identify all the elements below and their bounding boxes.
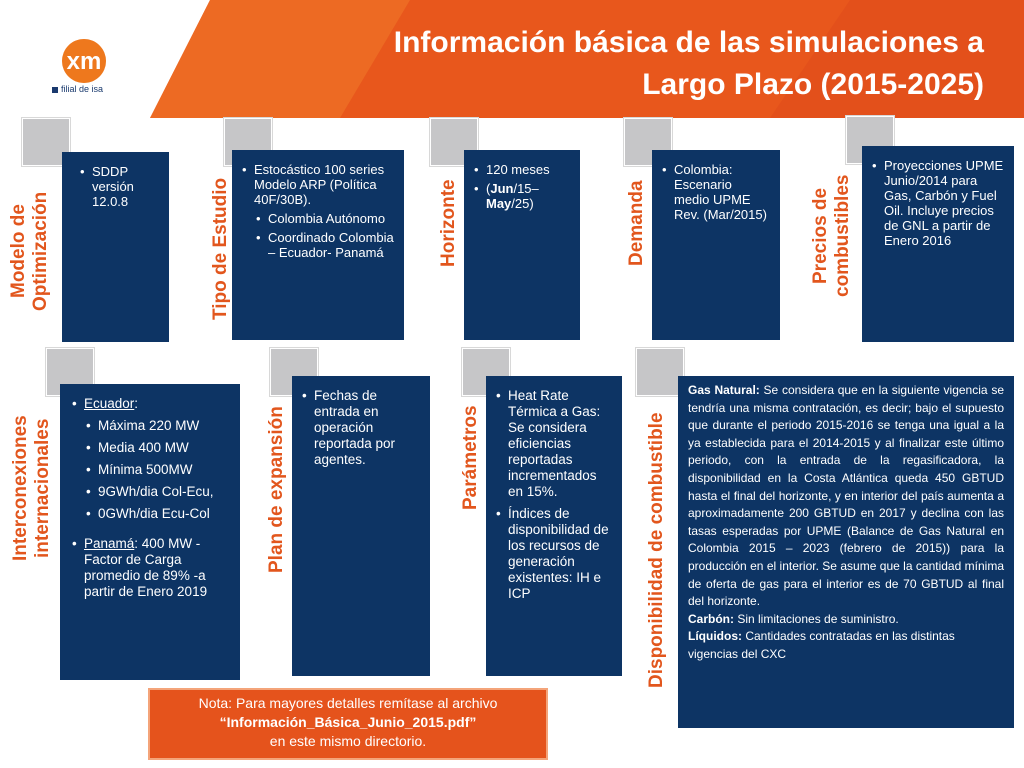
page-title-line2: Largo Plazo (2015-2025) (642, 68, 984, 101)
disponibilidad-gray-square (636, 348, 684, 396)
modelo-box (62, 152, 169, 342)
carbon-label: Carbón: (688, 611, 734, 626)
liquidos-label: Líquidos: (688, 629, 742, 644)
header-band (150, 0, 1024, 118)
parametros-label: Parámetros (460, 405, 481, 511)
logo-subtitle (52, 84, 103, 94)
note-box (148, 688, 548, 760)
parametros-box (486, 376, 622, 676)
tipo-sub-item: • Coordinado Colombia – Ecuador- Panamá (256, 230, 394, 260)
plan-box (292, 376, 430, 676)
parametros-item: • Índices de disponibilidad de los recursos de generación existentes: IH e ICP (496, 506, 612, 602)
modelo-item: • SDDP versión 12.0.8 (80, 164, 159, 209)
note-line3: en este mismo directorio. (269, 733, 427, 749)
precios-label-line1: Precios de (810, 187, 831, 285)
interconexiones-label-line1: Interconexiones (10, 415, 31, 561)
disponibilidad-label: Disponibilidad de combustible (646, 412, 667, 688)
ecuador-item: • Ecuador: (72, 396, 230, 412)
demanda-item: • Colombia: Escenario medio UPME Rev. (Mar/2015) (662, 162, 770, 222)
ecuador-sub-item: • 9GWh/dia Col-Ecu, (86, 484, 230, 500)
plan-item: • Fechas de entrada en operación reportada por agentes. (302, 388, 420, 468)
carbon-paragraph: Carbón: Sin limitaciones de suministro. (688, 611, 899, 626)
horizonte-box (464, 150, 580, 340)
logo-subtitle-text: filial de isa (61, 84, 104, 94)
precios-label (810, 166, 862, 306)
plan-label: Plan de expansión (266, 406, 287, 574)
precios-label-line2: combustibles (832, 174, 853, 298)
disponibilidad-box (678, 376, 1014, 728)
horizonte-label: Horizonte (438, 179, 459, 267)
note-filename: “Información_Básica_Junio_2015.pdf” (219, 714, 477, 730)
gas-natural-paragraph: Gas Natural: Se considera que en la siguiente vigencia se tendría una misma contratación, es decir; bajo el supuesto que durante el periodo 2015-2016 se tenga una igual a la ya establecida para el 2014-2015 y al finalizar este último periodo, con la entrada de la regasificadora, la disponibilidad en la Costa Atlántica queda 450 GBTUD hasta el final del horizonte, y en interior del país aumenta a aproximadamente 200 GBTUD en 2017 y declina con las tasas esperadas por UPME (Balance de Gas Natural en Colombia 2015 – 2023 (febrero de 2015)) para la producción en el interior. Se asume que la cantidad mínima de oferta de gas para el interior es de 70 GBTUD al final del horizonte. (688, 383, 1004, 609)
tipo-sub-item: • Colombia Autónomo (256, 211, 394, 226)
interconexiones-label-line2: internacionales (32, 418, 53, 558)
tipo-label: Tipo de Estudio (210, 177, 231, 321)
demanda-label: Demanda (626, 180, 647, 266)
page-title-line1: Información básica de las simulaciones a (393, 26, 984, 59)
ecuador-sub-item: • Mínima 500MW (86, 462, 230, 478)
horizonte-item: • 120 meses (474, 162, 570, 177)
precios-box (862, 146, 1014, 342)
tipo-item: • Estocástico 100 series Modelo ARP (Política 40F/30B). (242, 162, 394, 207)
horizonte-item-dates: • (Jun/15–May/25) (474, 181, 570, 211)
parametros-item: • Heat Rate Térmica a Gas: Se considera eficiencias reportadas incrementados en 15%. (496, 388, 612, 500)
modelo-label-line1: Modelo de (8, 204, 29, 298)
ecuador-sub-item: • Máxima 220 MW (86, 418, 230, 434)
tipo-box (232, 150, 404, 340)
interconexiones-label (10, 396, 60, 580)
ecuador-sub-item: • Media 400 MW (86, 440, 230, 456)
page-title (284, 22, 984, 106)
modelo-label-line2: Optimización (30, 191, 51, 311)
ecuador-sub-item: • 0GWh/dia Ecu-Col (86, 506, 230, 522)
note-line1: Nota: Para mayores detalles remítase al archivo (198, 695, 498, 711)
panama-label: Panamá (84, 536, 135, 551)
modelo-label (8, 166, 56, 336)
logo-mark: xm (66, 48, 102, 75)
logo-square-icon (52, 87, 58, 93)
demanda-box (652, 150, 780, 340)
liquidos-paragraph: Líquidos: Cantidades contratadas en las distintas vigencias del CXC (688, 629, 955, 661)
gas-natural-label: Gas Natural: (688, 383, 760, 397)
interconexiones-box (60, 384, 240, 680)
precios-item: • Proyecciones UPME Junio/2014 para Gas, Carbón y Fuel Oil. Incluye precios de GNL a partir de Enero 2016 (872, 158, 1004, 248)
panama-item: • Panamá: 400 MW - Factor de Carga promedio de 89% -a partir de Enero 2019 (72, 536, 230, 600)
ecuador-label: Ecuador (84, 396, 135, 411)
